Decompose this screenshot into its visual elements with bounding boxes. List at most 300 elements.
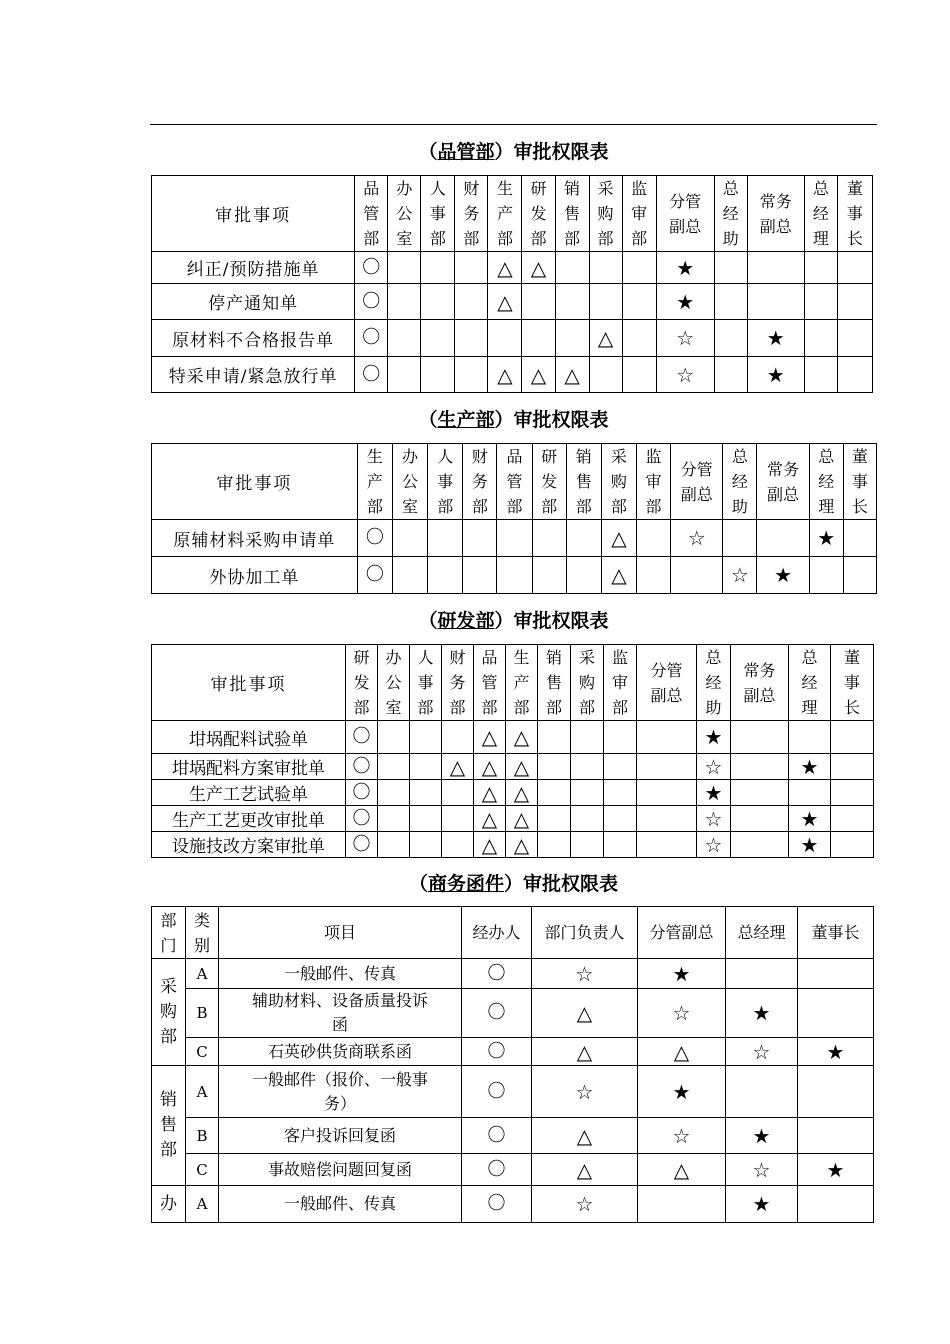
approval-mark: 〇 [462, 959, 532, 989]
column-header: 品 管 部 [497, 444, 532, 520]
column-header: 品 管 部 [474, 645, 506, 721]
approval-mark [804, 357, 837, 393]
category-cell: A [186, 1186, 219, 1223]
column-header: 总 经 助 [723, 444, 757, 520]
table-row [152, 721, 874, 754]
approval-mark: ☆ [532, 1066, 638, 1118]
approval-mark: △ [532, 1038, 638, 1066]
approval-mark [757, 520, 809, 557]
approval-mark [455, 357, 488, 393]
title-quality-dept: （品管部）审批权限表 [418, 141, 609, 163]
approval-mark [637, 806, 697, 832]
approval-mark [388, 357, 421, 393]
approval-mark: △ [474, 780, 506, 806]
table-row [152, 557, 877, 594]
approval-mark [731, 832, 789, 858]
item-header: 审批事项 [152, 444, 358, 520]
approval-mark [604, 832, 637, 858]
column-header: 监 审 部 [636, 444, 670, 520]
item-header: 审批事项 [152, 645, 346, 721]
approval-mark: ★ [789, 806, 831, 832]
approval-mark: ★ [726, 1118, 798, 1154]
approval-mark [455, 284, 488, 320]
approval-mark [522, 284, 555, 320]
approval-table-rnd [151, 644, 874, 858]
approval-mark [809, 557, 843, 594]
approval-mark: △ [601, 557, 636, 594]
title-business-letters: （商务函件）审批权限表 [408, 873, 619, 895]
approval-mark: △ [638, 1038, 726, 1066]
approval-mark [442, 721, 474, 754]
approval-mark [831, 832, 874, 858]
approval-mark [604, 806, 637, 832]
approval-mark: △ [532, 1118, 638, 1154]
department-cell: 采 购 部 [152, 959, 186, 1066]
approval-mark: △ [474, 754, 506, 780]
approval-mark [589, 284, 622, 320]
approval-mark [522, 320, 555, 357]
column-header-item: 项目 [219, 907, 462, 959]
approval-mark [804, 252, 837, 284]
approval-mark [538, 832, 571, 858]
item-name: 客户投诉回复函 [219, 1118, 462, 1154]
approval-mark: 〇 [462, 1118, 532, 1154]
header-rule [150, 124, 877, 125]
approval-mark: ☆ [638, 1118, 726, 1154]
item-name: 石英砂供货商联系函 [219, 1038, 462, 1066]
column-header: 总 经 理 [804, 176, 837, 252]
approval-mark [538, 754, 571, 780]
approval-mark [804, 320, 837, 357]
column-header: 分管 副总 [656, 176, 714, 252]
approval-mark: △ [506, 721, 538, 754]
approval-mark [555, 284, 589, 320]
approval-mark: ★ [638, 959, 726, 989]
item-name: 原辅材料采购申请单 [152, 520, 358, 557]
department-cell: 销 售 部 [152, 1066, 186, 1186]
category-cell: A [186, 959, 219, 989]
item-name: 纠正/预防措施单 [152, 252, 355, 284]
column-header: 人 事 部 [428, 444, 463, 520]
approval-mark [798, 1066, 874, 1118]
table-row [152, 252, 873, 284]
approval-mark [843, 520, 876, 557]
approval-mark: ★ [809, 520, 843, 557]
column-header: 研 发 部 [522, 176, 555, 252]
approval-mark [831, 780, 874, 806]
approval-mark: ★ [798, 1038, 874, 1066]
approval-mark: △ [488, 252, 522, 284]
approval-mark [804, 284, 837, 320]
column-header-chair: 董事长 [798, 907, 874, 959]
title-rnd-dept: （研发部）审批权限表 [418, 610, 609, 632]
column-header-gm: 总经理 [726, 907, 798, 959]
column-header-dept-head: 部门负责人 [532, 907, 638, 959]
item-name: 生产工艺更改审批单 [152, 806, 346, 832]
approval-mark [392, 520, 427, 557]
approval-mark [714, 284, 747, 320]
approval-mark: △ [442, 754, 474, 780]
approval-mark [604, 721, 637, 754]
approval-mark [798, 1186, 874, 1223]
column-header: 财 务 部 [442, 645, 474, 721]
department-cell: 办 [152, 1186, 186, 1223]
column-header: 品 管 部 [355, 176, 388, 252]
column-header: 监 审 部 [604, 645, 637, 721]
approval-mark [831, 721, 874, 754]
approval-mark: ☆ [697, 806, 731, 832]
header-row [152, 907, 874, 959]
table-row [152, 780, 874, 806]
approval-mark [671, 557, 723, 594]
approval-mark: ☆ [726, 1038, 798, 1066]
approval-mark [378, 754, 410, 780]
approval-mark [637, 754, 697, 780]
approval-mark [421, 252, 455, 284]
approval-mark [636, 520, 670, 557]
approval-mark: 〇 [355, 357, 388, 393]
approval-table-business-letters [151, 906, 874, 1223]
column-header: 分管 副总 [637, 645, 697, 721]
approval-mark [566, 557, 601, 594]
approval-mark [410, 780, 442, 806]
approval-mark [566, 520, 601, 557]
table-row [152, 832, 874, 858]
approval-mark [538, 780, 571, 806]
item-name: 生产工艺试验单 [152, 780, 346, 806]
approval-mark: 〇 [346, 721, 378, 754]
approval-mark: △ [488, 357, 522, 393]
item-name: 停产通知单 [152, 284, 355, 320]
approval-mark [638, 1186, 726, 1223]
approval-mark [421, 320, 455, 357]
table-row [152, 520, 877, 557]
approval-mark [622, 320, 656, 357]
approval-mark [488, 320, 522, 357]
approval-mark [497, 520, 532, 557]
approval-table-production [151, 443, 877, 594]
column-header: 办 公 室 [392, 444, 427, 520]
table-row [152, 959, 874, 989]
approval-mark [622, 284, 656, 320]
approval-mark: ☆ [656, 320, 714, 357]
approval-mark [789, 780, 831, 806]
approval-mark: ☆ [656, 357, 714, 393]
approval-mark [731, 754, 789, 780]
column-header: 总 经 助 [697, 645, 731, 721]
approval-mark: △ [506, 806, 538, 832]
approval-mark: 〇 [355, 252, 388, 284]
column-header: 董 事 长 [843, 444, 876, 520]
approval-mark [571, 754, 604, 780]
approval-mark: ☆ [532, 1186, 638, 1223]
column-header: 生 产 部 [506, 645, 538, 721]
approval-mark [637, 832, 697, 858]
approval-mark: 〇 [346, 754, 378, 780]
approval-mark: △ [506, 780, 538, 806]
approval-mark [622, 357, 656, 393]
table-row [152, 754, 874, 780]
approval-mark: 〇 [346, 832, 378, 858]
approval-mark: △ [522, 252, 555, 284]
approval-mark [555, 320, 589, 357]
approval-mark: ☆ [638, 989, 726, 1038]
approval-mark [731, 780, 789, 806]
column-header: 生 产 部 [488, 176, 522, 252]
approval-mark [714, 357, 747, 393]
table-row [152, 1186, 874, 1223]
column-header: 销 售 部 [566, 444, 601, 520]
approval-mark [798, 989, 874, 1038]
approval-mark [392, 557, 427, 594]
table-row [152, 320, 873, 357]
approval-mark: ★ [726, 1186, 798, 1223]
approval-mark [604, 754, 637, 780]
approval-mark [378, 780, 410, 806]
table-row [152, 357, 873, 393]
item-name: 辅助材料、设备质量投诉 函 [219, 989, 462, 1038]
item-name: 外协加工单 [152, 557, 358, 594]
approval-mark [463, 557, 497, 594]
approval-mark [421, 284, 455, 320]
approval-mark: △ [506, 832, 538, 858]
approval-mark: ★ [638, 1066, 726, 1118]
approval-mark [622, 252, 656, 284]
column-header: 董 事 长 [831, 645, 874, 721]
header-row [152, 444, 877, 520]
approval-mark [555, 252, 589, 284]
approval-mark [388, 284, 421, 320]
approval-mark [428, 557, 463, 594]
approval-mark [497, 557, 532, 594]
column-header: 财 务 部 [455, 176, 488, 252]
column-header: 常务 副总 [731, 645, 789, 721]
approval-mark: △ [555, 357, 589, 393]
approval-mark [532, 557, 566, 594]
approval-mark [428, 520, 463, 557]
approval-mark [442, 832, 474, 858]
table-row [152, 1066, 874, 1118]
approval-mark: 〇 [355, 284, 388, 320]
approval-mark [571, 780, 604, 806]
approval-mark: ☆ [726, 1154, 798, 1186]
column-header: 监 审 部 [622, 176, 656, 252]
column-header: 人 事 部 [410, 645, 442, 721]
approval-mark [538, 806, 571, 832]
approval-mark: △ [506, 754, 538, 780]
approval-mark [831, 754, 874, 780]
approval-mark [410, 721, 442, 754]
approval-mark [731, 806, 789, 832]
approval-mark [837, 357, 872, 393]
column-header-dept: 部 门 [152, 907, 186, 959]
item-name: 坩埚配料试验单 [152, 721, 346, 754]
approval-mark [837, 252, 872, 284]
approval-mark: 〇 [462, 1154, 532, 1186]
approval-mark: 〇 [462, 1066, 532, 1118]
item-name: 原材料不合格报告单 [152, 320, 355, 357]
item-name: 特采申请/紧急放行单 [152, 357, 355, 393]
approval-mark [410, 832, 442, 858]
approval-mark: 〇 [346, 780, 378, 806]
approval-mark [538, 721, 571, 754]
approval-mark [571, 832, 604, 858]
column-header: 财 务 部 [463, 444, 497, 520]
approval-mark: ☆ [697, 832, 731, 858]
table-row [152, 1118, 874, 1154]
approval-mark: 〇 [462, 989, 532, 1038]
table-row [152, 1154, 874, 1186]
approval-mark: ☆ [697, 754, 731, 780]
header-row [152, 176, 873, 252]
approval-mark: ★ [789, 754, 831, 780]
approval-mark [604, 780, 637, 806]
approval-mark [388, 320, 421, 357]
approval-mark [455, 252, 488, 284]
approval-mark: ☆ [671, 520, 723, 557]
approval-mark: △ [601, 520, 636, 557]
item-header: 审批事项 [152, 176, 355, 252]
approval-mark [378, 832, 410, 858]
column-header: 销 售 部 [538, 645, 571, 721]
approval-mark [378, 806, 410, 832]
approval-mark [798, 959, 874, 989]
approval-mark: ★ [656, 252, 714, 284]
column-header: 总 经 理 [809, 444, 843, 520]
approval-mark [421, 357, 455, 393]
approval-mark: ★ [798, 1154, 874, 1186]
category-cell: B [186, 989, 219, 1038]
category-cell: A [186, 1066, 219, 1118]
approval-mark [410, 754, 442, 780]
column-header: 生 产 部 [357, 444, 392, 520]
approval-mark: ★ [789, 832, 831, 858]
approval-mark: ★ [656, 284, 714, 320]
approval-mark: 〇 [357, 520, 392, 557]
approval-mark: ☆ [723, 557, 757, 594]
approval-mark [589, 252, 622, 284]
approval-mark [831, 806, 874, 832]
approval-mark [636, 557, 670, 594]
column-header: 销 售 部 [555, 176, 589, 252]
approval-mark [726, 1066, 798, 1118]
approval-mark [388, 252, 421, 284]
approval-mark [410, 806, 442, 832]
approval-mark [589, 357, 622, 393]
column-header: 常务 副总 [747, 176, 804, 252]
column-header: 采 购 部 [601, 444, 636, 520]
item-name: 一般邮件、传真 [219, 959, 462, 989]
category-cell: C [186, 1154, 219, 1186]
table-row [152, 806, 874, 832]
approval-mark [726, 959, 798, 989]
approval-mark: ★ [757, 557, 809, 594]
approval-mark [723, 520, 757, 557]
column-header: 总 经 理 [789, 645, 831, 721]
approval-mark: 〇 [462, 1186, 532, 1223]
approval-mark: △ [488, 284, 522, 320]
column-header: 办 公 室 [388, 176, 421, 252]
column-header-cat: 类 别 [186, 907, 219, 959]
approval-mark [731, 721, 789, 754]
approval-mark [442, 780, 474, 806]
approval-mark [837, 320, 872, 357]
column-header: 人 事 部 [421, 176, 455, 252]
approval-mark: ★ [697, 721, 731, 754]
approval-mark: 〇 [355, 320, 388, 357]
approval-mark: ★ [747, 320, 804, 357]
table-row [152, 1038, 874, 1066]
table-row [152, 284, 873, 320]
item-name: 一般邮件（报价、一般事 务） [219, 1066, 462, 1118]
item-name: 坩埚配料方案审批单 [152, 754, 346, 780]
column-header: 总 经 助 [714, 176, 747, 252]
category-cell: B [186, 1118, 219, 1154]
column-header-vp: 分管副总 [638, 907, 726, 959]
approval-mark: 〇 [462, 1038, 532, 1066]
approval-mark [789, 721, 831, 754]
approval-mark [843, 557, 876, 594]
category-cell: C [186, 1038, 219, 1066]
column-header: 办 公 室 [378, 645, 410, 721]
item-name: 一般邮件、传真 [219, 1186, 462, 1223]
approval-mark [637, 780, 697, 806]
item-name: 设施技改方案审批单 [152, 832, 346, 858]
column-header: 研 发 部 [346, 645, 378, 721]
header-row [152, 645, 874, 721]
approval-mark [455, 320, 488, 357]
column-header: 常务 副总 [757, 444, 809, 520]
column-header: 董 事 长 [837, 176, 872, 252]
approval-mark: 〇 [346, 806, 378, 832]
column-header: 采 购 部 [589, 176, 622, 252]
approval-mark: ★ [697, 780, 731, 806]
approval-mark [571, 806, 604, 832]
approval-mark: △ [532, 1154, 638, 1186]
approval-mark: ★ [726, 989, 798, 1038]
approval-table-quality [151, 175, 873, 393]
title-production-dept: （生产部）审批权限表 [418, 409, 609, 431]
approval-mark [837, 284, 872, 320]
approval-mark [378, 721, 410, 754]
approval-mark: ★ [747, 357, 804, 393]
approval-mark [442, 806, 474, 832]
approval-mark: △ [474, 721, 506, 754]
approval-mark [532, 520, 566, 557]
item-name: 事故赔偿问题回复函 [219, 1154, 462, 1186]
approval-mark [637, 721, 697, 754]
approval-mark: △ [474, 832, 506, 858]
column-header: 研 发 部 [532, 444, 566, 520]
approval-mark: △ [638, 1154, 726, 1186]
approval-mark: △ [532, 989, 638, 1038]
approval-mark [747, 252, 804, 284]
approval-mark: ☆ [532, 959, 638, 989]
approval-mark [798, 1118, 874, 1154]
approval-mark [747, 284, 804, 320]
table-row [152, 989, 874, 1038]
column-header-handler: 经办人 [462, 907, 532, 959]
approval-mark: △ [474, 806, 506, 832]
approval-mark [571, 721, 604, 754]
column-header: 分管 副总 [671, 444, 723, 520]
column-header: 采 购 部 [571, 645, 604, 721]
approval-mark [463, 520, 497, 557]
approval-mark: △ [589, 320, 622, 357]
approval-mark [714, 252, 747, 284]
approval-mark: △ [522, 357, 555, 393]
approval-mark [714, 320, 747, 357]
